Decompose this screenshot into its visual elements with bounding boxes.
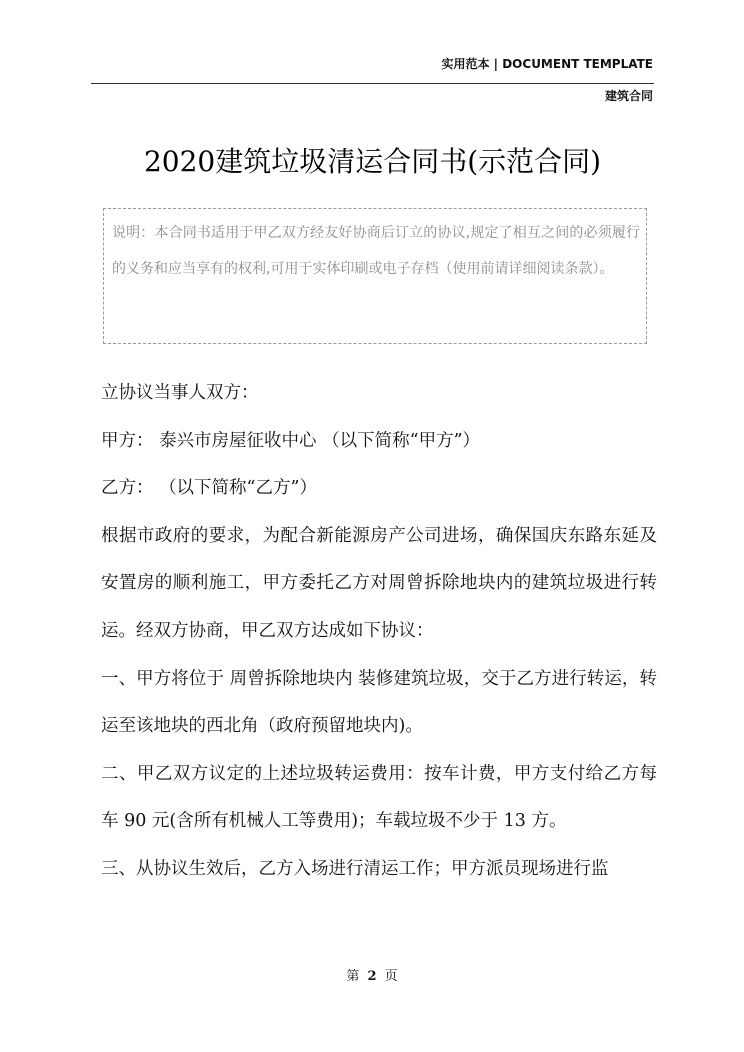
parties-intro: 立协议当事人双方： bbox=[101, 383, 259, 403]
party-a: 甲方： 泰兴市房屋征收中心 （以下简称“甲方”） bbox=[101, 430, 481, 451]
document-title: 2020建筑垃圾清运合同书(示范合同) bbox=[143, 145, 602, 178]
party-b: 乙方： （以下简称“乙方”） bbox=[101, 478, 317, 499]
clause-1: 一、甲方将位于 周曾拆除地块内 装修建筑垃圾，交于乙方进行转运，转运至该地块的西北角（政府预留地块内)。 bbox=[101, 668, 657, 737]
document-body bbox=[101, 370, 657, 894]
page-prefix: 第 bbox=[346, 969, 360, 984]
header-brand: 实用范本 | DOCUMENT TEMPLATE bbox=[441, 57, 653, 71]
header-category: 建筑合同 bbox=[604, 89, 653, 103]
page-number: 2 bbox=[367, 969, 377, 984]
page-suffix: 页 bbox=[384, 969, 398, 984]
preamble-paragraph: 根据市政府的要求，为配合新能源房产公司进场，确保国庆东路东延及安置房的顺利施工，甲方委托乙方对周曾拆除地块内的建筑垃圾进行转运。经双方协商，甲乙双方达成如下协议： bbox=[101, 525, 657, 641]
note-text: 说明：本合同书适用于甲乙双方经友好协商后订立的协议,规定了相互之间的必须履行的义务和应当享有的权利,可用于实体印刷或电子存档（使用前请详细阅读条款）。 bbox=[112, 225, 640, 277]
page-footer bbox=[0, 965, 744, 984]
clause-2: 二、甲乙双方议定的上述垃圾转运费用：按车计费，甲方支付给乙方每车 90 元(含所有机械人工等费用)；车载垃圾不少于 13 方。 bbox=[101, 763, 657, 832]
note-box bbox=[103, 208, 647, 344]
clause-3: 三、从协议生效后，乙方入场进行清运工作；甲方派员现场进行监 bbox=[101, 858, 609, 879]
header-divider bbox=[91, 83, 654, 84]
